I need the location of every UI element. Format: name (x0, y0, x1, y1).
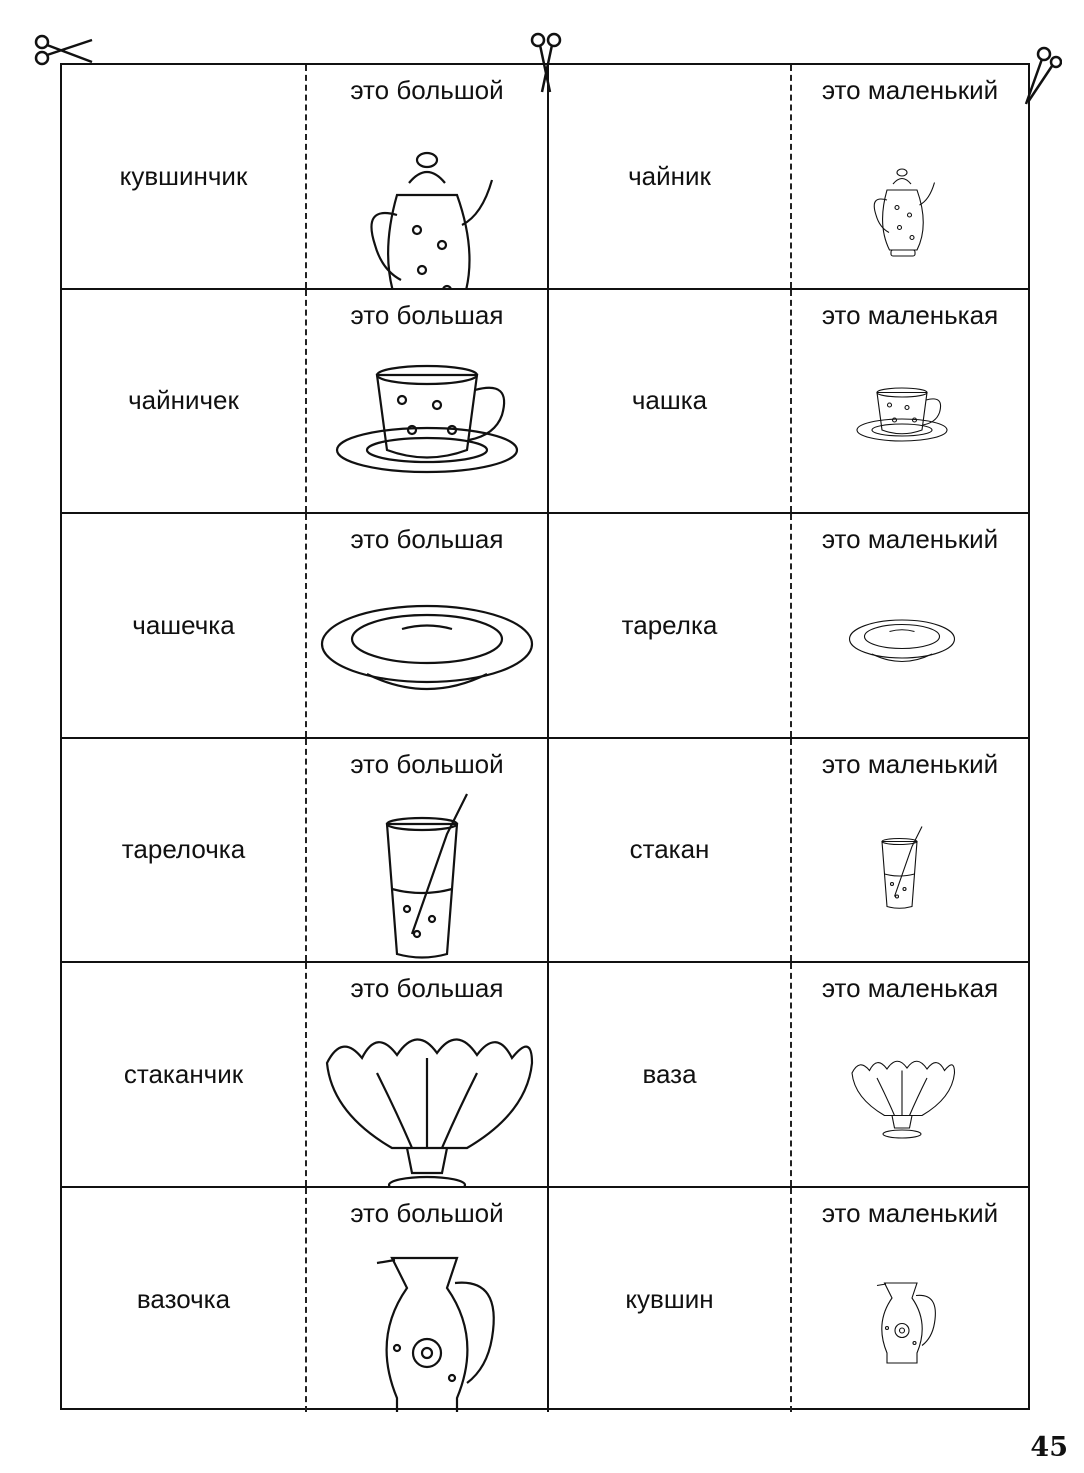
caption-label: это большой (350, 1197, 504, 1228)
right-word-cell (547, 514, 790, 737)
word-label: кувшинчик (119, 160, 248, 191)
right-picture-cell (790, 514, 1028, 737)
left-word-cell (62, 65, 305, 288)
caption-label: это большая (350, 299, 504, 330)
word-label: чашечка (132, 609, 235, 640)
left-picture-cell (305, 290, 547, 513)
left-word-cell (62, 963, 305, 1186)
word-label: стаканчик (123, 1058, 244, 1089)
card-row (62, 290, 1028, 515)
right-word-cell (547, 739, 790, 962)
caption-label: это маленький (821, 1197, 999, 1228)
caption-label: это большая (350, 973, 504, 1003)
left-picture-cell (305, 963, 547, 1186)
word-label: кувшин (625, 1284, 714, 1315)
word-label: вазочка (136, 1284, 231, 1315)
right-picture-cell (790, 290, 1028, 513)
right-word-cell (547, 963, 790, 1186)
word-label: тарелка (621, 609, 718, 640)
caption-label: это маленькая (821, 973, 999, 1003)
right-word-cell (547, 65, 790, 288)
word-label: ваза (642, 1058, 697, 1089)
word-label: стакан (629, 834, 710, 865)
left-word-cell (62, 739, 305, 962)
left-word-cell (62, 1188, 305, 1413)
caption-label: это маленький (821, 75, 999, 105)
right-picture-cell (790, 65, 1028, 288)
left-word-cell (62, 290, 305, 513)
word-label: чашка (631, 385, 708, 416)
card-row (62, 514, 1028, 739)
caption-label: это маленький (821, 524, 999, 554)
caption-label: это большой (350, 75, 504, 105)
card-grid (60, 63, 1030, 1410)
card-row (62, 963, 1028, 1188)
right-picture-cell (790, 963, 1028, 1186)
page-number: 45 (1030, 1432, 1068, 1463)
left-picture-cell (305, 1188, 547, 1413)
left-word-cell (62, 514, 305, 737)
word-label: тарелочка (121, 834, 246, 865)
caption-label: это маленькая (821, 299, 999, 330)
caption-label: это большой (350, 748, 504, 779)
right-word-cell (547, 290, 790, 513)
caption-label: это большая (350, 524, 504, 554)
word-label: чайничек (128, 385, 239, 416)
right-picture-cell (790, 739, 1028, 962)
left-picture-cell (305, 739, 547, 962)
left-picture-cell (305, 514, 547, 737)
card-row (62, 65, 1028, 290)
left-picture-cell (305, 65, 547, 288)
word-label: чайник (628, 160, 711, 191)
caption-label: это маленький (821, 748, 999, 779)
card-row (62, 739, 1028, 964)
right-word-cell (547, 1188, 790, 1413)
right-picture-cell (790, 1188, 1028, 1413)
card-row (62, 1188, 1028, 1413)
